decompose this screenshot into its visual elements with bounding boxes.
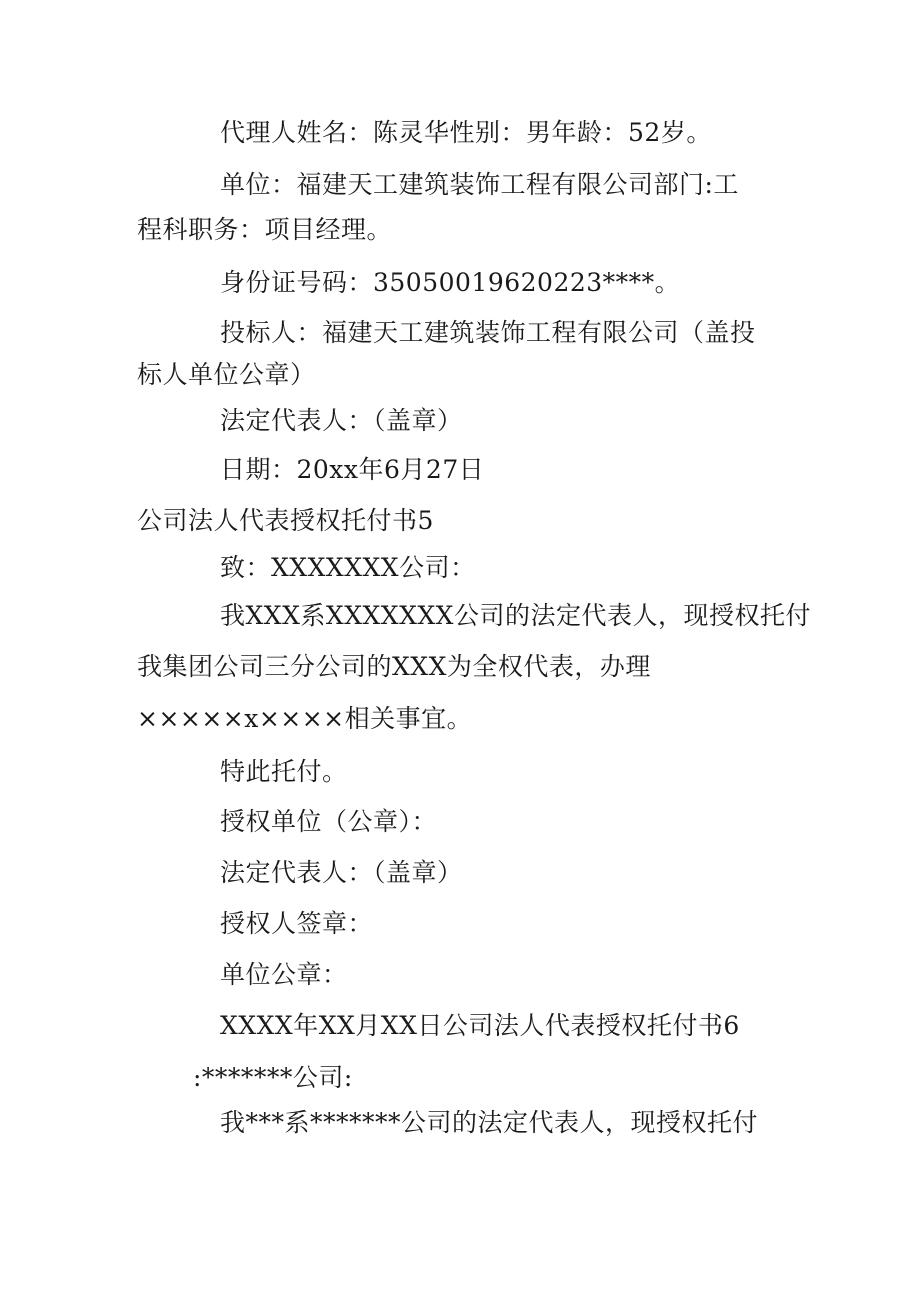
section-title-5: 公司法人代表授权托付书5 [137,506,434,535]
unit-line: 单位：福建天工建筑装饰工程有限公司部门:工 [220,170,739,199]
closing-line: 特此托付。 [220,757,348,786]
addressee-line-6: :*******公司: [193,1063,353,1092]
section-title-6: XXXX年XX月XX日公司法人代表授权托付书6 [220,1011,740,1040]
unit-seal-line: 单位公章： [220,960,348,989]
agent-info-line: 代理人姓名：陈灵华性别：男年龄：52岁。 [220,118,712,147]
legal-rep-line: 法定代表人：（盖章） [220,406,463,435]
unit-line-continued: 程科职务：项目经理。 [137,215,393,244]
authorization-text-1: 我XXX系XXXXXXX公司的法定代表人，现授权托付 [220,601,811,630]
authorizer-signature-line: 授权人签章： [220,909,374,938]
authorization-text-6: 我***系*******公司的法定代表人，现授权托付 [220,1108,759,1137]
authorization-text-2: 我集团公司三分公司的XXX为全权代表，办理 [137,652,651,681]
addressee-line: 致：XXXXXXX公司： [220,553,476,582]
date-line: 日期：20xx年6月27日 [220,455,485,484]
id-number-line: 身份证号码：35050019620223****。 [220,268,681,297]
bidder-line-continued: 标人单位公章） [137,360,316,389]
legal-rep-seal-line: 法定代表人：（盖章） [220,858,463,887]
bidder-line: 投标人：福建天工建筑装饰工程有限公司（盖投 [220,318,756,347]
authorization-text-3: ×××××x××××相关事宜。 [137,704,473,733]
authorizing-unit-line: 授权单位（公章）： [220,807,438,836]
